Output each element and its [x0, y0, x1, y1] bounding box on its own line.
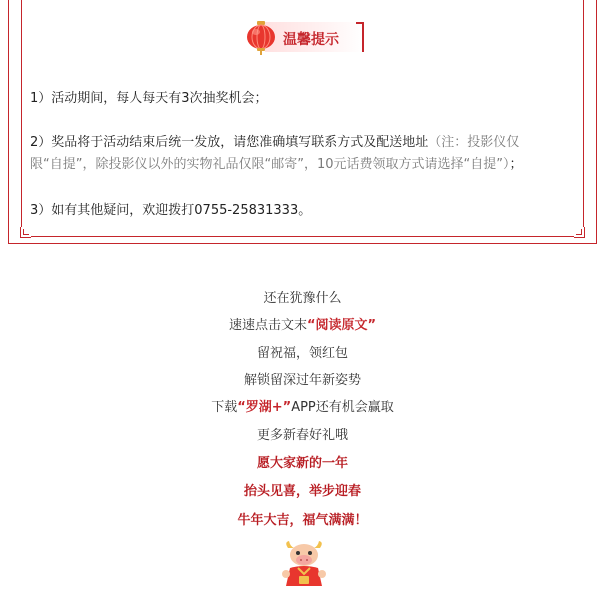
promo-line-9: 牛年大吉，福气满满！	[237, 513, 368, 528]
corner-ornament-right	[574, 227, 585, 238]
promo-line-4: 解锁留深过年新姿势	[243, 373, 361, 388]
promo-line-5-prefix: 下载	[211, 400, 238, 415]
notice-item-2-main: 2）奖品将于活动结束后统一发放，请您准确填写联系方式及配送地址	[30, 135, 429, 150]
promo-line-5	[0, 396, 605, 415]
notice-item-3: 3）如有其他疑问，欢迎拨打0755-25831333。	[30, 203, 312, 218]
promo-line-2-prefix: 速速点击文末	[228, 318, 307, 333]
app-name-highlight: “罗湖+”	[237, 400, 292, 415]
notice-title-badge	[245, 20, 363, 54]
promo-line-7: 愿大家新的一年	[256, 456, 348, 471]
promo-line-2	[0, 314, 605, 333]
notice-item-1: 1）活动期间，每人每天有3次抽奖机会；	[30, 91, 268, 106]
promo-line-5-suffix: APP还有机会赢取	[291, 400, 394, 415]
promo-line-8: 抬头见喜，举步迎春	[243, 484, 361, 499]
read-original-link[interactable]: “阅读原文”	[306, 318, 377, 333]
corner-ornament-left	[20, 227, 31, 238]
promo-line-6: 更多新春好礼哦	[256, 428, 348, 443]
notice-item-2-note-a: （注：投影仪仅	[428, 135, 520, 150]
promo-line-1: 还在犹豫什么	[263, 291, 342, 306]
notice-item-2-end: ；	[509, 157, 523, 172]
notice-title: 温馨提示	[283, 32, 339, 48]
promo-line-3: 留祝福，领红包	[256, 346, 348, 361]
lantern-icon	[245, 20, 277, 56]
notice-item-2-note-b: 限“自提”，除投影仪以外的实物礼品仅限“邮寄”，10元话费领取方式请选择“自提”）	[30, 157, 510, 172]
notice-item-2	[30, 132, 578, 176]
ox-mascot-icon	[280, 538, 328, 588]
